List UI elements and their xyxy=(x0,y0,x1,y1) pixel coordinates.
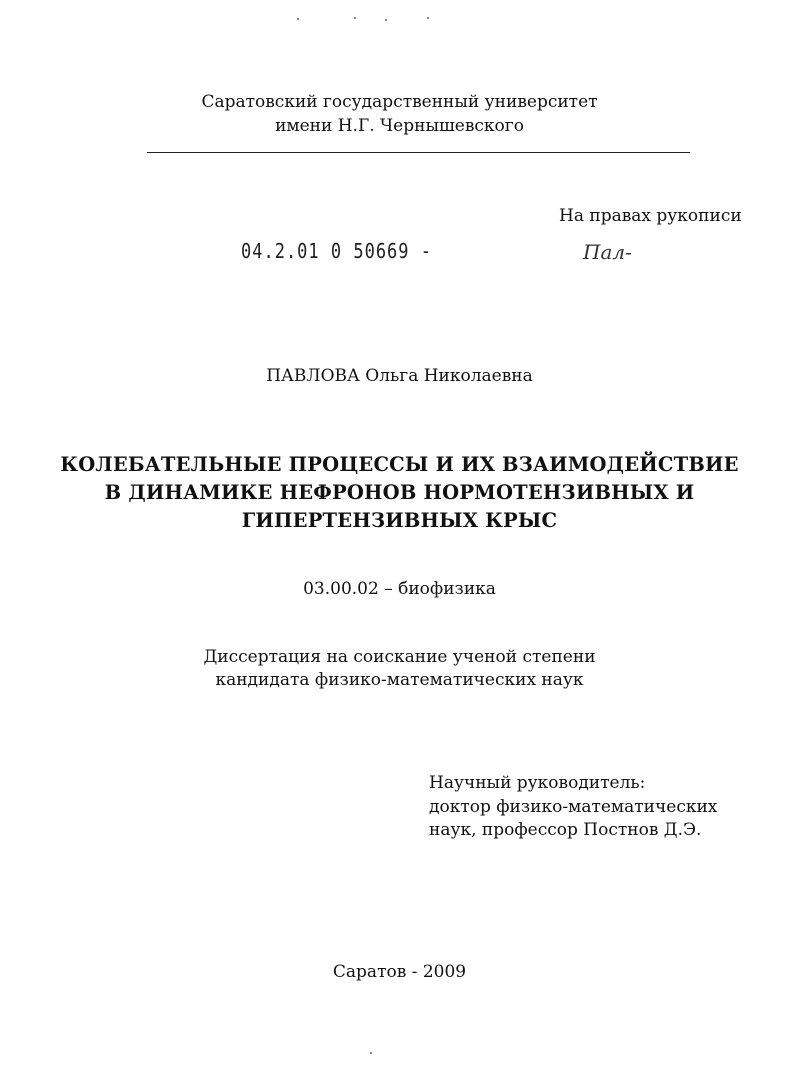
scan-artifact xyxy=(354,17,356,19)
degree-line-1: Диссертация на соискание ученой степени xyxy=(203,647,596,667)
header-divider xyxy=(147,152,690,153)
degree-line-2: кандидата физико-математических наук xyxy=(215,670,584,690)
city-year: Саратов - 2009 xyxy=(332,962,467,982)
supervisor-name: наук, профессор Постнов Д.Э. xyxy=(429,820,702,840)
scan-artifact xyxy=(297,18,299,20)
specialty: 03.00.02 – биофизика xyxy=(303,579,496,599)
scan-artifact xyxy=(427,17,429,19)
title-line-1: КОЛЕБАТЕЛЬНЫЕ ПРОЦЕССЫ И ИХ ВЗАИМОДЕЙСТВИЕ xyxy=(60,453,739,476)
catalog-stamp: 04.2.01 0 50669 - xyxy=(241,240,432,264)
title-line-2: В ДИНАМИКЕ НЕФРОНОВ НОРМОТЕНЗИВНЫХ И xyxy=(104,481,695,504)
title-line-3: ГИПЕРТЕНЗИВНЫХ КРЫС xyxy=(241,509,558,532)
scan-artifact xyxy=(370,1052,372,1054)
supervisor-degree: доктор физико-математических xyxy=(429,797,718,817)
scan-artifact xyxy=(385,19,387,21)
author-name: ПАВЛОВА Ольга Николаевна xyxy=(266,366,533,386)
institution-line-2: имени Н.Г. Чернышевского xyxy=(275,116,524,136)
supervisor-label: Научный руководитель: xyxy=(429,773,646,793)
signature: Пал- xyxy=(583,240,632,264)
institution-line-1: Саратовский государственный университет xyxy=(201,92,598,112)
rights-notice: На правах рукописи xyxy=(559,206,742,226)
